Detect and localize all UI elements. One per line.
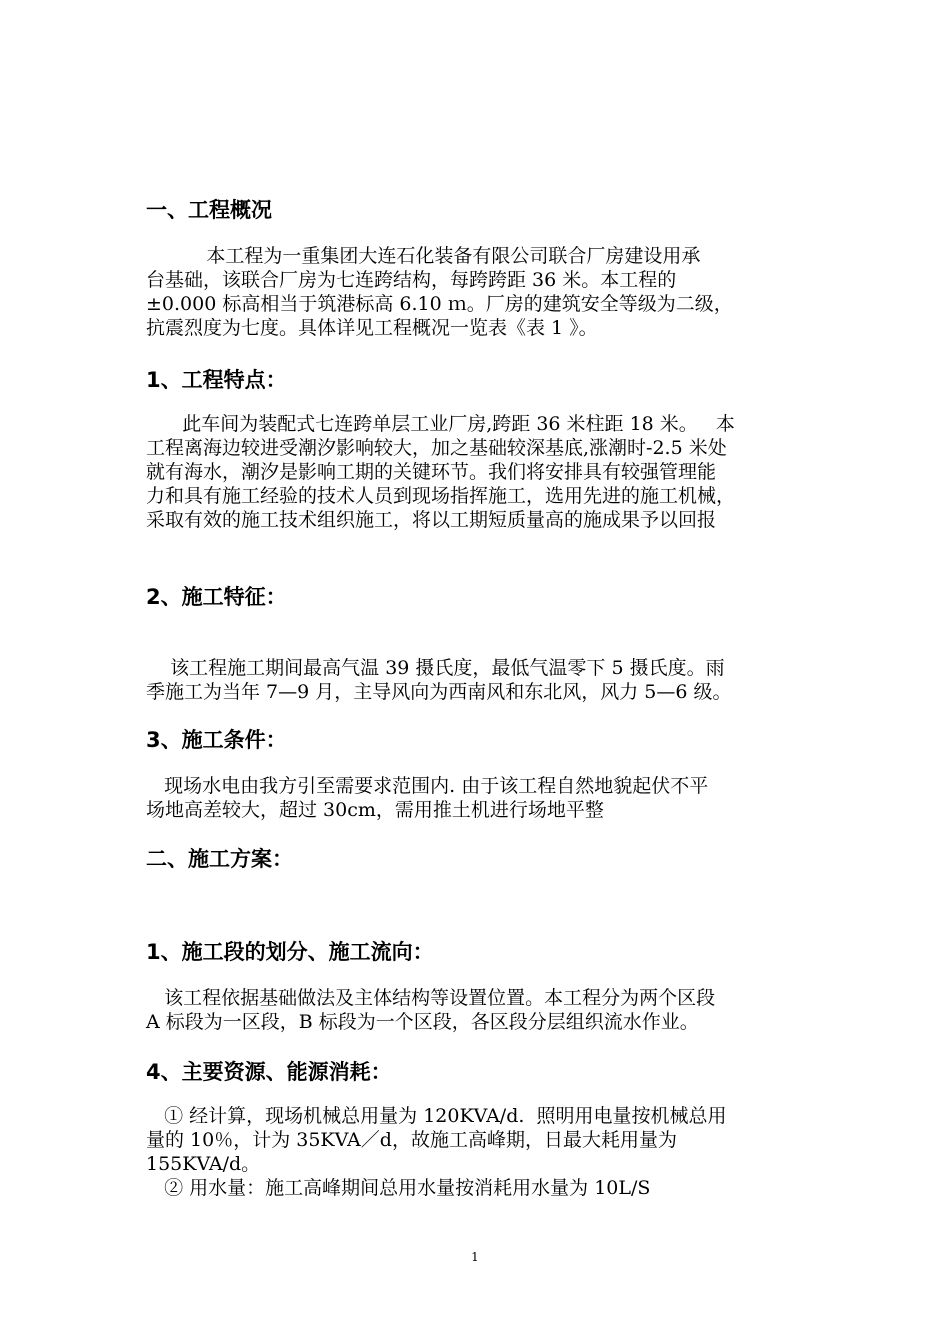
text-line: 本工程为一重集团大连石化装备有限公司联合厂房建设用承 (146, 245, 701, 267)
text-line: 现场水电由我方引至需要求范围内. 由于该工程自然地貌起伏不平 (146, 775, 709, 797)
text-line: 该工程依据基础做法及主体结构等设置位置。本工程分为两个区段 (146, 987, 716, 1009)
heading-project-overview: 一、工程概况 (146, 198, 272, 222)
heading-section-division: 1、施工段的划分、施工流向： (146, 940, 434, 964)
heading-construction-characteristics: 2、施工特征： (146, 585, 287, 609)
text-line: 采取有效的施工技术组织施工，将以工期短质量高的施成果予以回报 (146, 509, 717, 531)
heading-construction-plan: 二、施工方案： (146, 847, 293, 871)
text-line: 此车间为装配式七连跨单层工业厂房,跨距 36 米柱距 18 米。 本 (146, 413, 735, 435)
paragraph-resource-consumption (146, 1104, 808, 1200)
text-line: 155KVA/d。 (146, 1153, 261, 1175)
text-line: 该工程施工期间最高气温 39 摄氏度，最低气温零下 5 摄氏度。雨 (146, 657, 725, 679)
text-line: 抗震烈度为七度。具体详见工程概况一览表《表 1 》。 (146, 317, 598, 339)
page-number: 1 (471, 1250, 479, 1264)
text-line: 量的 10％，计为 35KVA／d，故施工高峰期，日最大耗用量为 (146, 1129, 677, 1151)
heading-resource-consumption: 4、主要资源、能源消耗： (146, 1060, 392, 1084)
text-line: ① 经计算，现场机械总用量为 120KVA/d. 照明用电量按机械总用 (146, 1105, 727, 1127)
text-line: 就有海水，潮汐是影响工期的关键环节。我们将安排具有较强管理能 (146, 461, 717, 483)
paragraph-project-features (146, 412, 808, 532)
text-line: 台基础，该联合厂房为七连跨结构，每跨跨距 36 米。本工程的 (146, 269, 677, 291)
text-line: 工程离海边较进受潮汐影响较大，加之基础较深基底,涨潮时-2.5 米处 (146, 437, 727, 459)
paragraph-project-overview (146, 244, 808, 340)
text-line: ±0.000 标高相当于筑港标高 6.10 ｍ。厂房的建筑安全等级为二级， (146, 293, 733, 315)
text-line: 力和具有施工经验的技术人员到现场指挥施工，选用先进的施工机械， (146, 485, 736, 507)
paragraph-construction-characteristics (146, 656, 808, 704)
text-line: 季施工为当年 7—9 月，主导风向为西南风和东北风，风力 5—6 级。 (146, 681, 732, 703)
paragraph-section-division (146, 986, 808, 1034)
paragraph-construction-conditions (146, 774, 808, 822)
heading-project-features: 1、工程特点： (146, 368, 287, 392)
heading-construction-conditions: 3、施工条件： (146, 728, 287, 752)
text-line: 场地高差较大，超过 30cm，需用推土机进行场地平整 (146, 799, 604, 821)
text-line: ② 用水量：施工高峰期间总用水量按消耗用水量为 10L/S (146, 1177, 651, 1199)
text-line: A 标段为一区段，B 标段为一个区段，各区段分层组织流水作业。 (146, 1011, 699, 1033)
